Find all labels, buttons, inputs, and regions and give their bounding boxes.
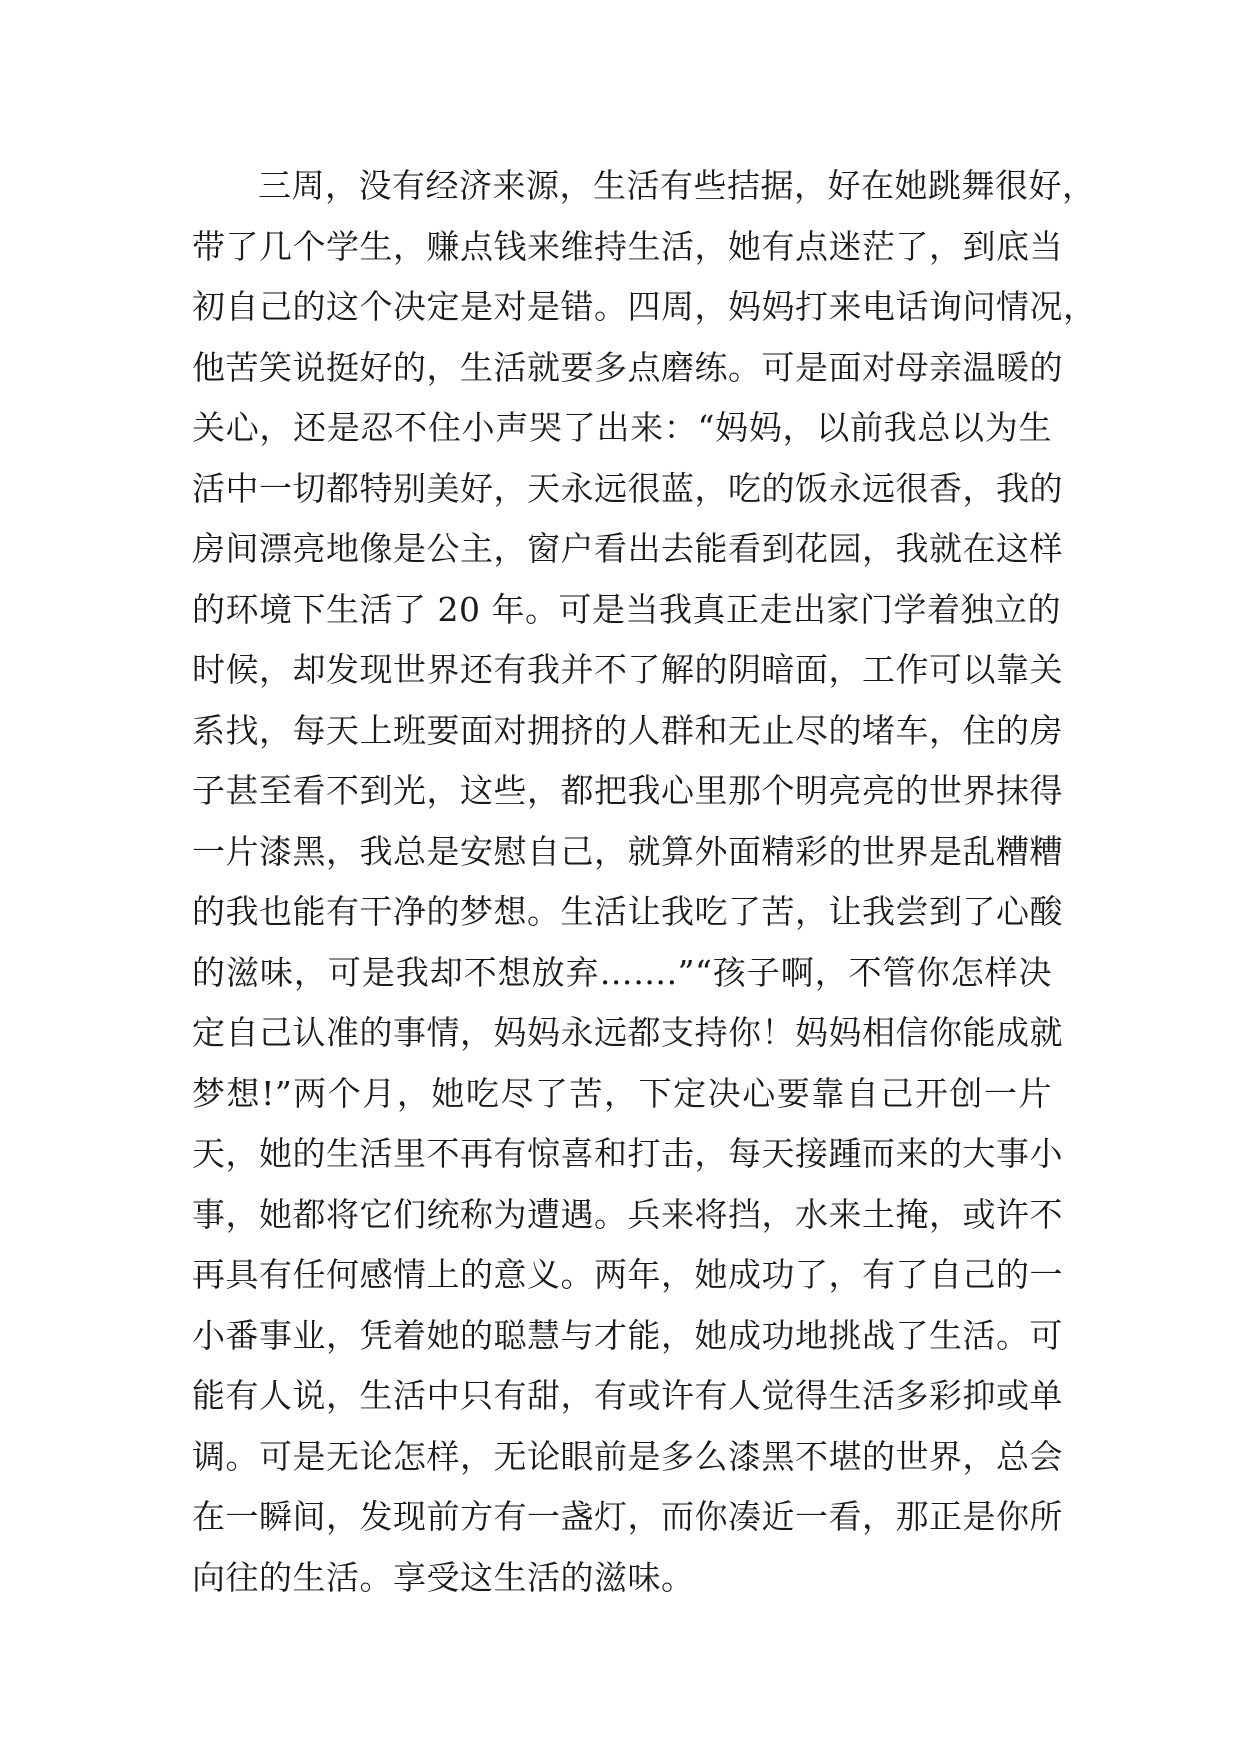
- text-line: 初自己的这个决定是对是错。四周，妈妈打来电话询问情况，: [192, 287, 1097, 326]
- text-line: 事，她都将它们统称为遭遇。兵来将挡，水来土掩，或许不: [192, 1194, 1063, 1234]
- text-line: 带了几个学生，赚点钱来维持生活，她有点迷茫了，到底当: [192, 226, 1063, 266]
- text-line: 的环境下生活了 20 年。可是当我真正走出家门学着独立的: [192, 589, 1061, 629]
- text-line: 的滋味，可是我却不想放弃…….”“孩子啊，不管你怎样决: [192, 952, 1052, 992]
- text-line: 梦想!”两个月，她吃尽了苦，下定决心要靠自己开创一片: [192, 1073, 1052, 1113]
- text-line: 三周，没有经济来源，生活有些拮据，好在她跳舞很好，: [258, 166, 1096, 205]
- text-line: 天，她的生活里不再有惊喜和打击，每天接踵而来的大事小: [192, 1134, 1063, 1173]
- text-line: 调。可是无论怎样，无论眼前是多么漆黑不堪的世界，总会: [192, 1436, 1063, 1476]
- text-line: 一片漆黑，我总是安慰自己，就算外面精彩的世界是乱糟糟: [192, 831, 1063, 871]
- text-line: 时候，却发现世界还有我并不了解的阴暗面，工作可以靠关: [192, 650, 1063, 689]
- text-line: 房间漂亮地像是公主，窗户看出去能看到花园，我就在这样: [192, 529, 1063, 568]
- text-line: 的我也能有干净的梦想。生活让我吃了苦，让我尝到了心酸: [192, 892, 1063, 931]
- text-line: 在一瞬间，发现前方有一盏灯，而你凑近一看，那正是你所: [192, 1497, 1063, 1536]
- text-line: 他苦笑说挺好的，生活就要多点磨练。可是面对母亲温暖的: [192, 347, 1063, 387]
- text-line: 向往的生活。享受这生活的滋味。: [192, 1557, 695, 1597]
- text-line: 能有人说，生活中只有甜，有或许有人觉得生活多彩抑或单: [192, 1376, 1063, 1415]
- body-paragraph: [192, 156, 1097, 1608]
- text-line: 定自己认准的事情，妈妈永远都支持你！妈妈相信你能成就: [192, 1013, 1063, 1052]
- text-line: 小番事业，凭着她的聪慧与才能，她成功地挑战了生活。可: [192, 1315, 1063, 1355]
- text-line: 子甚至看不到光，这些，都把我心里那个明亮亮的世界抹得: [192, 771, 1063, 810]
- text-line: 再具有任何感情上的意义。两年，她成功了，有了自己的一: [192, 1255, 1063, 1294]
- text-line: 活中一切都特别美好，天永远很蓝，吃的饭永远很香，我的: [192, 468, 1063, 508]
- text-line: 系找，每天上班要面对拥挤的人群和无止尽的堵车，住的房: [192, 710, 1063, 750]
- text-line: 关心，还是忍不住小声哭了出来：“妈妈，以前我总以为生: [192, 408, 1052, 447]
